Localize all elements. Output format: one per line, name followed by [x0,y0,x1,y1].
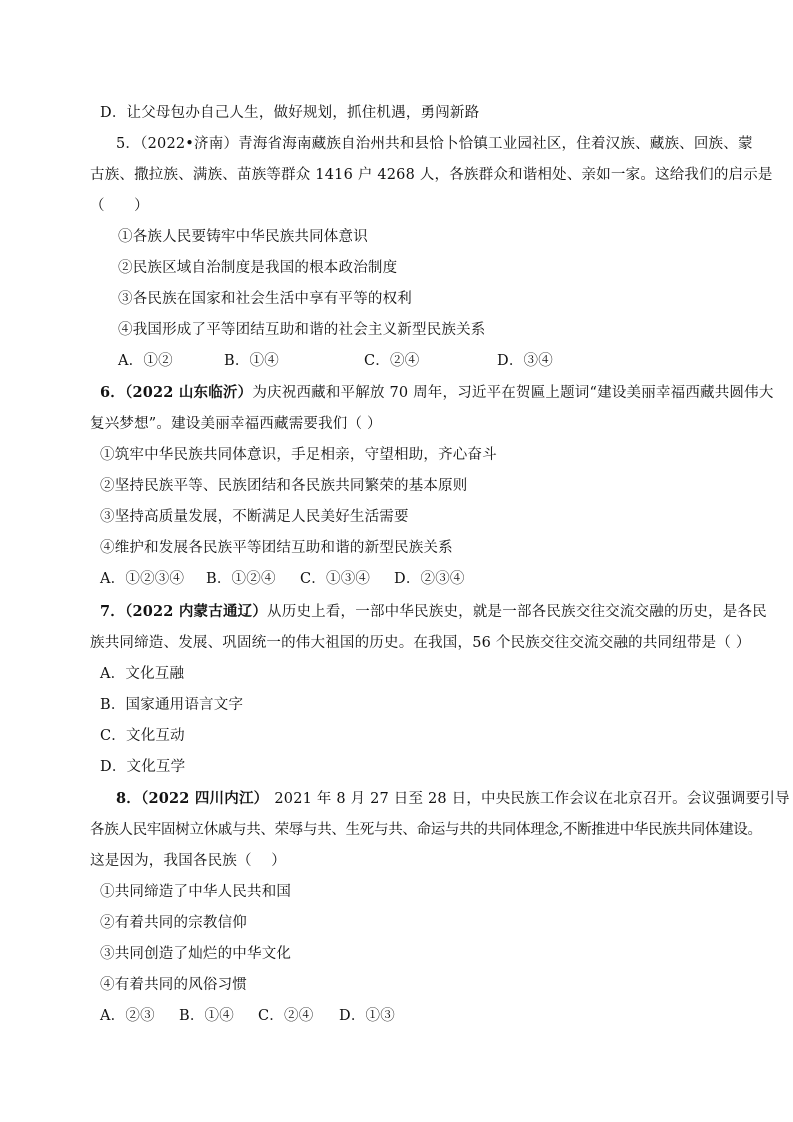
q7-option-a: A．文化互融 [100,666,185,682]
q5-statement-2: ②民族区域自治制度是我国的根本政治制度 [118,260,398,276]
q5-option-a: A．①② [118,353,173,369]
q7-option-d: D．文化互学 [100,759,186,775]
q7-stem-line-1 [100,602,767,622]
q8-statement-3: ③共同创造了灿烂的中华文化 [100,946,292,962]
q5-number: 5． [116,136,141,152]
q6-stem-line-1 [100,383,774,403]
q8-option-b: B．①④ [179,1008,234,1024]
q6-option-c: C．①③④ [300,571,371,587]
q6-stem-line-2: 复兴梦想”。建设美丽幸福西藏需要我们（ ） [90,416,382,432]
q8-stem-line-1 [116,789,790,809]
q5-options [118,351,553,371]
q5-statement-1: ①各族人民要铸牢中华民族共同体意识 [118,229,368,245]
q4-option-d: D．让父母包办自己人生，做好规划，抓住机遇，勇闯新路 [100,105,480,121]
q6-option-d: D．②③④ [394,571,465,587]
q8-stem-line-3: 这是因为，我国各民族（ ） [90,853,286,869]
q6-option-b: B．①②④ [206,571,276,587]
q6-statement-2: ②坚持民族平等、民族团结和各民族共同繁荣的基本原则 [100,478,468,494]
q8-statement-1: ①共同缔造了中华人民共和国 [100,884,292,900]
q8-option-a: A．②③ [100,1008,155,1024]
q5-statement-3: ③各民族在国家和社会生活中享有平等的权利 [118,291,412,307]
q8-header: 8．（2022 四川内江） [116,790,269,807]
q7-header: 7．（2022 内蒙古通辽） [100,603,268,620]
q5-stem-line-3: （ ） [90,198,149,214]
q5-stem-line-2: 古族、撒拉族、满族、苗族等群众 1416 户 4268 人，各族群众和谐相处、亲如一家。这给我们的启示是 [90,167,773,183]
q5-stem-line-1 [116,134,753,154]
q5-option-c: C．②④ [364,353,420,369]
q8-stem-line-2: 各族人民牢固树立休戚与共、荣辱与共、生死与共、命运与共的共同体理念,不断推进中华民族共同体建设。 [90,822,762,838]
q8-statement-2: ②有着共同的宗教信仰 [100,915,247,931]
q8-statement-4: ④有着共同的风俗习惯 [100,977,247,993]
q6-option-a: A．①②③④ [100,571,185,587]
q8-option-d: D．①③ [339,1008,395,1024]
q6-header: 6．（2022 山东临沂） [100,384,253,401]
q5-option-b: B．①④ [224,353,279,369]
q5-statement-4: ④我国形成了平等团结互助和谐的社会主义新型民族关系 [118,322,486,338]
q8-text-1: 2021 年 8 月 27 日至 28 日，中央民族工作会议在北京召开。会议强调要引导 [274,791,790,807]
q5-text-1: （2022•济南）青海省海南藏族自治州共和县恰卜恰镇工业园社区，住着汉族、藏族、回族、蒙 [140,136,753,152]
q8-option-c: C．②④ [258,1008,314,1024]
q6-options [100,569,465,589]
q6-statement-3: ③坚持高质量发展，不断满足人民美好生活需要 [100,509,409,525]
q6-statement-1: ①筑牢中华民族共同体意识，手足相亲，守望相助，齐心奋斗 [100,447,497,463]
q7-option-c: C．文化互动 [100,728,185,744]
q5-option-d: D．③④ [497,353,553,369]
q6-statement-4: ④维护和发展各民族平等团结互助和谐的新型民族关系 [100,540,453,556]
q6-text-1: 为庆祝西藏和平解放 70 周年，习近平在贺匾上题词“建设美丽幸福西藏共圆伟大 [252,385,774,401]
q7-stem-line-2: 族共同缔造、发展、巩固统一的伟大祖国的历史。在我国，56 个民族交往交流交融的共同纽带是（ ） [90,635,751,651]
q7-option-b: B．国家通用语言文字 [100,697,244,713]
q8-options [100,1006,395,1026]
q7-text-1: 从历史上看，一部中华民族史，就是一部各民族交往交流交融的历史，是各民 [267,604,767,620]
